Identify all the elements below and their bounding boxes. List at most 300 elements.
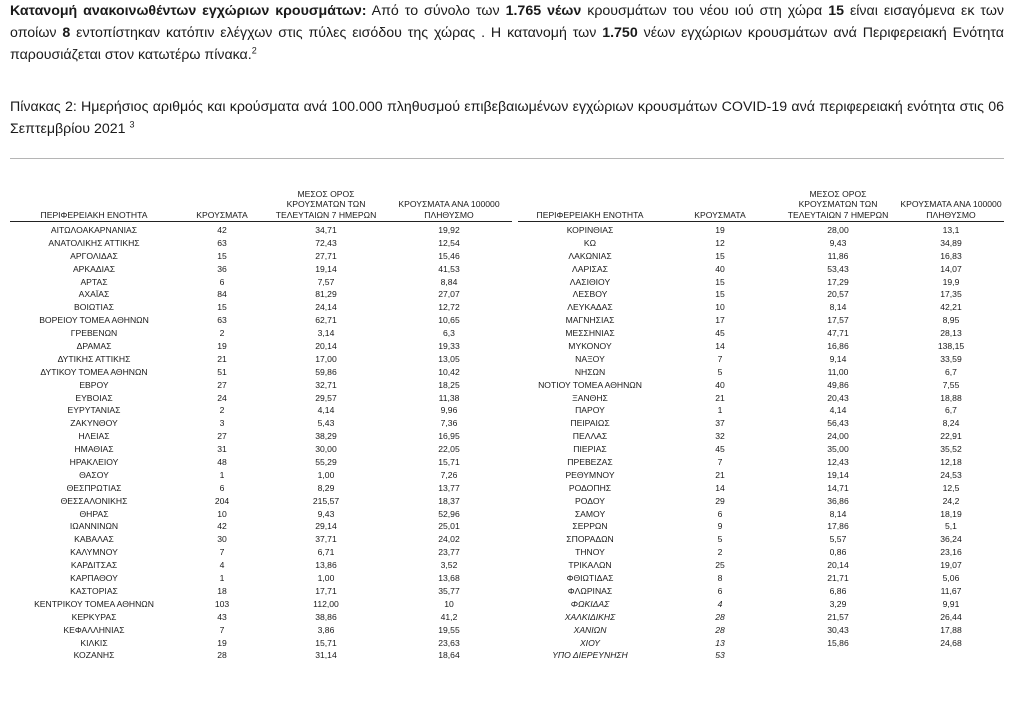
- avg-7d-cell: 6,71: [317, 547, 335, 558]
- per-100k-cell: 10,42: [438, 366, 460, 377]
- avg-7d-cell: 72,43: [315, 237, 337, 248]
- table-row: [10, 649, 1004, 662]
- cases-cell: 21: [217, 353, 227, 364]
- per-100k-cell: 8,95: [942, 315, 960, 326]
- avg-7d-cell: 3,86: [317, 624, 335, 635]
- per-100k-cell: 9,96: [440, 405, 458, 416]
- cases-cell: 1: [219, 573, 225, 584]
- cases-cell: 6: [717, 585, 723, 596]
- region-cell: ΝΟΤΙΟΥ ΤΟΜΕΑ ΑΘΗΝΩΝ: [538, 379, 642, 390]
- region-cell: ΧΑΝΙΩΝ: [573, 624, 607, 635]
- avg-7d-cell: 5,57: [829, 534, 847, 545]
- region-cell: ΧΑΛΚΙΔΙΚΗΣ: [564, 611, 616, 622]
- region-cell: ΚΕΡΚΥΡΑΣ: [71, 611, 117, 622]
- region-cell: ΘΑΣΟΥ: [79, 469, 109, 480]
- region-cell: ΔΥΤΙΚΗΣ ΑΤΤΙΚΗΣ: [57, 353, 131, 364]
- per-100k-cell: 23,63: [438, 637, 460, 648]
- avg-7d-cell: 35,00: [827, 444, 849, 455]
- per-100k-cell: 41,2: [440, 611, 458, 622]
- table-row: [10, 430, 1004, 443]
- per-100k-cell: 18,25: [438, 379, 460, 390]
- region-cell: ΡΟΔΟΥ: [575, 495, 605, 506]
- avg-7d-cell: 38,29: [315, 431, 337, 442]
- avg-7d-cell: 19,14: [827, 469, 849, 480]
- cases-cell: 45: [715, 444, 725, 455]
- region-cell: ΕΥΒΟΙΑΣ: [75, 392, 113, 403]
- avg-7d-cell: 8,14: [829, 302, 847, 313]
- divider: [10, 158, 1004, 159]
- per-100k-cell: 28,13: [940, 328, 962, 339]
- per-100k-cell: 24,02: [438, 534, 460, 545]
- avg-7d-cell: 8,29: [317, 482, 335, 493]
- cases-cell: 51: [217, 366, 227, 377]
- avg-7d-cell: 19,14: [315, 263, 337, 274]
- region-cell: ΣΕΡΡΩΝ: [572, 521, 608, 532]
- cases-cell: 1: [219, 469, 225, 480]
- cases-cell: 13: [715, 637, 725, 648]
- cases-cell: 103: [214, 598, 230, 609]
- per-100k-cell: 18,37: [438, 495, 460, 506]
- per-100k-cell: 8,84: [440, 276, 458, 287]
- intro-border-cases: 8: [62, 25, 71, 41]
- region-cell: ΔΥΤΙΚΟΥ ΤΟΜΕΑ ΑΘΗΝΩΝ: [40, 366, 148, 377]
- avg-7d-cell: 29,57: [315, 392, 337, 403]
- table-row: [10, 301, 1004, 314]
- cases-cell: 7: [219, 547, 225, 558]
- cases-cell: 30: [217, 534, 227, 545]
- per-100k-cell: 18,64: [438, 650, 460, 661]
- avg-7d-cell: 9,14: [829, 353, 847, 364]
- per-100k-cell: 18,19: [940, 508, 962, 519]
- table-row: [10, 443, 1004, 456]
- table-row: [10, 598, 1004, 611]
- cases-cell: 53: [715, 650, 725, 661]
- avg-7d-cell: 15,86: [827, 637, 849, 648]
- header-per-100k: ΚΡΟΥΣΜΑΤΑ ΑΝΑ 100000 ΠΛΗΘΥΣΜΟ: [900, 199, 1002, 220]
- region-cell: ΑΙΤΩΛΟΑΚΑΡΝΑΝΙΑΣ: [50, 225, 138, 235]
- region-cell: ΕΥΡΥΤΑΝΙΑΣ: [67, 405, 121, 416]
- cases-cell: 43: [217, 611, 227, 622]
- region-cell: ΚΟΖΑΝΗΣ: [73, 650, 115, 661]
- per-100k-cell: 22,91: [940, 431, 962, 442]
- avg-7d-cell: 12,43: [827, 457, 849, 468]
- per-100k-cell: 18,88: [940, 392, 962, 403]
- region-cell: ΠΑΡΟΥ: [575, 405, 605, 416]
- region-cell: ΣΠΟΡΑΔΩΝ: [566, 534, 614, 545]
- region-cell: ΚΙΛΚΙΣ: [80, 637, 108, 648]
- table-row: [10, 546, 1004, 559]
- table-row: [10, 637, 1004, 650]
- region-cell: ΒΟΡΕΙΟΥ ΤΟΜΕΑ ΑΘΗΝΩΝ: [39, 315, 149, 326]
- avg-7d-cell: 1,00: [317, 573, 335, 584]
- region-cell: ΜΥΚΟΝΟΥ: [568, 341, 612, 352]
- region-cell: ΕΒΡΟΥ: [79, 379, 109, 390]
- cases-cell: 5: [717, 534, 723, 545]
- cases-cell: 7: [219, 624, 225, 635]
- cases-cell: 5: [717, 366, 723, 377]
- avg-7d-cell: 11,00: [827, 366, 849, 377]
- per-100k-cell: 42,21: [940, 302, 962, 313]
- table-row: [10, 276, 1004, 289]
- avg-7d-cell: 0,86: [829, 547, 847, 558]
- cases-cell: 6: [717, 508, 723, 519]
- table-row: [10, 533, 1004, 546]
- per-100k-cell: 26,44: [940, 611, 962, 622]
- per-100k-cell: 19,9: [942, 276, 960, 287]
- avg-7d-cell: 47,71: [827, 328, 849, 339]
- cases-cell: 10: [217, 508, 227, 519]
- avg-7d-cell: 17,29: [827, 276, 849, 287]
- cases-cell: 28: [715, 611, 725, 622]
- region-cell: ΚΕΦΑΛΛΗΝΙΑΣ: [63, 624, 125, 635]
- cases-cell: 28: [715, 624, 725, 635]
- per-100k-cell: 8,24: [942, 418, 960, 429]
- table-row: [10, 495, 1004, 508]
- table-row: [10, 624, 1004, 637]
- cases-cell: 29: [715, 495, 725, 506]
- table-row: [10, 611, 1004, 624]
- per-100k-cell: 33,59: [940, 353, 962, 364]
- avg-7d-cell: 24,00: [827, 431, 849, 442]
- intro-imported-cases: 15: [828, 3, 844, 19]
- intro-domestic-cases: 1.750: [602, 25, 638, 41]
- avg-7d-cell: 1,00: [317, 469, 335, 480]
- per-100k-cell: 3,52: [440, 560, 458, 571]
- header-region: ΠΕΡΙΦΕΡΕΙΑΚΗ ΕΝΟΤΗΤΑ: [536, 209, 644, 220]
- per-100k-cell: 19,55: [438, 624, 460, 635]
- per-100k-cell: 10: [444, 598, 454, 609]
- cases-cell: 4: [219, 560, 225, 571]
- cases-cell: 204: [214, 495, 230, 506]
- avg-7d-cell: 56,43: [827, 418, 849, 429]
- region-cell: ΤΡΙΚΑΛΩΝ: [568, 560, 612, 571]
- region-cell: ΗΡΑΚΛΕΙΟΥ: [69, 457, 119, 468]
- per-100k-cell: 7,55: [942, 379, 960, 390]
- region-cell: ΡΟΔΟΠΗΣ: [568, 482, 612, 493]
- cases-cell: 17: [715, 315, 725, 326]
- cases-cell: 15: [715, 289, 725, 300]
- per-100k-cell: 13,77: [438, 482, 460, 493]
- avg-7d-cell: 14,71: [827, 482, 849, 493]
- avg-7d-cell: 17,57: [827, 315, 849, 326]
- table-row: [10, 520, 1004, 533]
- cases-cell: 45: [715, 328, 725, 339]
- cases-cell: 6: [219, 482, 225, 493]
- region-cell: ΛΑΚΩΝΙΑΣ: [568, 250, 612, 261]
- cases-cell: 4: [717, 598, 723, 609]
- per-100k-cell: 23,77: [438, 547, 460, 558]
- cases-cell: 28: [217, 650, 227, 661]
- region-cell: ΞΑΝΘΗΣ: [572, 392, 608, 403]
- cases-cell: 84: [217, 289, 227, 300]
- avg-7d-cell: 17,71: [315, 585, 337, 596]
- avg-7d-cell: 215,57: [312, 495, 340, 506]
- header-rule: [518, 221, 1004, 222]
- footnote-ref: 2: [251, 45, 257, 56]
- table-row: [10, 456, 1004, 469]
- per-100k-cell: 35,77: [438, 585, 460, 596]
- per-100k-cell: 27,07: [438, 289, 460, 300]
- cases-cell: 12: [715, 237, 725, 248]
- region-cell: ΦΘΙΩΤΙΔΑΣ: [566, 573, 614, 584]
- cases-cell: 42: [217, 225, 227, 235]
- table-row: [10, 572, 1004, 585]
- avg-7d-cell: 53,43: [827, 263, 849, 274]
- region-cell: ΛΑΣΙΘΙΟΥ: [569, 276, 611, 287]
- region-cell: ΣΑΜΟΥ: [574, 508, 606, 519]
- cases-cell: 9: [717, 521, 723, 532]
- per-100k-cell: 52,96: [438, 508, 460, 519]
- region-cell: ΚΑΒΑΛΑΣ: [74, 534, 114, 545]
- per-100k-cell: 19,33: [438, 341, 460, 352]
- per-100k-cell: 24,53: [940, 469, 962, 480]
- cases-cell: 3: [219, 418, 225, 429]
- avg-7d-cell: 15,71: [315, 637, 337, 648]
- region-cell: ΑΝΑΤΟΛΙΚΗΣ ΑΤΤΙΚΗΣ: [48, 237, 140, 248]
- cases-cell: 36: [217, 263, 227, 274]
- cases-cell: 21: [715, 469, 725, 480]
- table-row: [10, 314, 1004, 327]
- avg-7d-cell: 27,71: [315, 250, 337, 261]
- cases-cell: 40: [715, 379, 725, 390]
- per-100k-cell: 138,15: [937, 341, 965, 352]
- region-cell: ΝΗΣΩΝ: [574, 366, 606, 377]
- per-100k-cell: 24,68: [940, 637, 962, 648]
- per-100k-cell: 24,2: [942, 495, 960, 506]
- per-100k-cell: 11,67: [940, 585, 962, 596]
- per-100k-cell: 10,65: [438, 315, 460, 326]
- per-100k-cell: 12,18: [940, 457, 962, 468]
- cases-cell: 7: [717, 353, 723, 364]
- avg-7d-cell: 38,86: [315, 611, 337, 622]
- per-100k-cell: 6,7: [945, 366, 957, 377]
- region-cell: ΑΧΑΪΑΣ: [78, 289, 110, 300]
- per-100k-cell: 35,52: [940, 444, 962, 455]
- cases-cell: 37: [715, 418, 725, 429]
- intro-lead: Κατανομή ανακοινωθέντων εγχώριων κρουσμάτων:: [10, 3, 367, 19]
- region-cell: ΑΡΚΑΔΙΑΣ: [72, 263, 116, 274]
- per-100k-cell: 12,72: [438, 302, 460, 313]
- region-cell: ΧΙΟΥ: [579, 637, 601, 648]
- table-row: [10, 250, 1004, 263]
- caption-text: Πίνακας 2: Ημερήσιος αριθμός και κρούσματα ανά 100.000 πληθυσμού επιβεβαιωμένων εγχώριων κρουσμάτων COVID-19 ανά περιφερειακή ενότητα στις 06 Σεπτεμβρίου 2021: [10, 99, 1004, 137]
- avg-7d-cell: 11,86: [827, 250, 849, 261]
- region-cell: ΛΕΣΒΟΥ: [572, 289, 608, 300]
- per-100k-cell: 41,53: [438, 263, 460, 274]
- region-cell: ΗΛΕΙΑΣ: [78, 431, 110, 442]
- region-cell: ΝΑΞΟΥ: [575, 353, 605, 364]
- cases-cell: 42: [217, 521, 227, 532]
- avg-7d-cell: 4,14: [317, 405, 335, 416]
- cases-cell: 25: [715, 560, 725, 571]
- avg-7d-cell: 28,00: [827, 225, 849, 235]
- avg-7d-cell: 8,14: [829, 508, 847, 519]
- per-100k-cell: 7,36: [440, 418, 458, 429]
- header-avg-7d: ΜΕΣΟΣ ΟΡΟΣ ΚΡΟΥΣΜΑΤΩΝ ΤΩΝ ΤΕΛΕΥΤΑΙΩΝ 7 ΗΜΕΡΩΝ: [787, 188, 889, 220]
- per-100k-cell: 16,83: [940, 250, 962, 261]
- region-cell: ΘΗΡΑΣ: [79, 508, 109, 519]
- avg-7d-cell: 37,71: [315, 534, 337, 545]
- table-row: [10, 508, 1004, 521]
- region-cell: ΖΑΚΥΝΘΟΥ: [70, 418, 118, 429]
- intro-text: εντοπίστηκαν κατόπιν ελέγχων στις πύλες εισόδου της χώρας . Η κατανομή των: [70, 25, 603, 41]
- cases-cell: 63: [217, 315, 227, 326]
- avg-7d-cell: 29,14: [315, 521, 337, 532]
- cases-cell: 1: [717, 405, 723, 416]
- header-rule: [10, 221, 512, 222]
- intro-text: νέων εγχώριων κρουσμάτων ανά Περιφερειακή Ενότητα παρουσιάζεται στον κατωτέρω πίνακα.: [10, 25, 1004, 63]
- avg-7d-cell: 30,00: [315, 444, 337, 455]
- region-cell: ΠΡΕΒΕΖΑΣ: [567, 457, 613, 468]
- region-cell: ΚΑΣΤΟΡΙΑΣ: [70, 585, 118, 596]
- avg-7d-cell: 20,14: [315, 341, 337, 352]
- avg-7d-cell: 34,71: [315, 225, 337, 235]
- cases-cell: 21: [715, 392, 725, 403]
- region-cell: ΛΕΥΚΑΔΑΣ: [567, 302, 613, 313]
- cases-cell: 14: [715, 341, 725, 352]
- cases-cell: 2: [717, 547, 723, 558]
- table-row: [10, 224, 1004, 237]
- avg-7d-cell: 7,57: [317, 276, 335, 287]
- region-cell: ΦΩΚΙΔΑΣ: [570, 598, 610, 609]
- table-caption: [10, 96, 1004, 140]
- region-cell: ΠΕΙΡΑΙΩΣ: [570, 418, 610, 429]
- avg-7d-cell: 16,86: [827, 341, 849, 352]
- avg-7d-cell: 81,29: [315, 289, 337, 300]
- per-100k-cell: 22,05: [438, 444, 460, 455]
- avg-7d-cell: 24,14: [315, 302, 337, 313]
- region-cell: ΜΑΓΝΗΣΙΑΣ: [565, 315, 615, 326]
- table-row: [10, 288, 1004, 301]
- per-100k-cell: 12,5: [942, 482, 960, 493]
- region-cell: ΚΑΛΥΜΝΟΥ: [70, 547, 118, 558]
- region-cell: ΓΡΕΒΕΝΩΝ: [70, 328, 118, 339]
- per-100k-cell: 17,35: [940, 289, 962, 300]
- per-100k-cell: 14,07: [940, 263, 962, 274]
- header-avg-7d: ΜΕΣΟΣ ΟΡΟΣ ΚΡΟΥΣΜΑΤΩΝ ΤΩΝ ΤΕΛΕΥΤΑΙΩΝ 7 ΗΜΕΡΩΝ: [275, 188, 377, 220]
- cases-cell: 63: [217, 237, 227, 248]
- region-cell: ΦΛΩΡΙΝΑΣ: [567, 585, 613, 596]
- avg-7d-cell: 6,86: [829, 585, 847, 596]
- cases-cell: 48: [217, 457, 227, 468]
- avg-7d-cell: 9,43: [829, 237, 847, 248]
- header-cases: ΚΡΟΥΣΜΑΤΑ: [196, 209, 248, 220]
- cases-cell: 32: [715, 431, 725, 442]
- avg-7d-cell: 30,43: [827, 624, 849, 635]
- cases-cell: 15: [217, 302, 227, 313]
- cases-cell: 27: [217, 431, 227, 442]
- cases-cell: 2: [219, 405, 225, 416]
- region-cell: ΥΠΟ ΔΙΕΡΕΥΝΗΣΗ: [552, 650, 628, 661]
- per-100k-cell: 23,16: [940, 547, 962, 558]
- avg-7d-cell: 3,29: [829, 598, 847, 609]
- region-cell: ΑΡΓΟΛΙΔΑΣ: [70, 250, 118, 261]
- intro-text: κρουσμάτων του νέου ιού στη χώρα: [581, 3, 829, 19]
- table-row: [10, 392, 1004, 405]
- table-row: [10, 417, 1004, 430]
- table-row: [10, 379, 1004, 392]
- region-cell: ΒΟΙΩΤΙΑΣ: [74, 302, 114, 313]
- per-100k-cell: 5,06: [942, 573, 960, 584]
- cases-cell: 15: [715, 250, 725, 261]
- per-100k-cell: 15,71: [438, 457, 460, 468]
- avg-7d-cell: 112,00: [313, 598, 339, 609]
- region-cell: ΘΕΣΣΑΛΟΝΙΚΗΣ: [60, 495, 128, 506]
- region-cell: ΑΡΤΑΣ: [80, 276, 108, 287]
- region-cell: ΙΩΑΝΝΙΝΩΝ: [69, 521, 119, 532]
- per-100k-cell: 6,7: [945, 405, 957, 416]
- region-cell: ΚΑΡΠΑΘΟΥ: [70, 573, 118, 584]
- per-100k-cell: 5,1: [945, 521, 957, 532]
- cases-cell: 8: [717, 573, 723, 584]
- cases-cell: 19: [217, 637, 227, 648]
- table-row: [10, 366, 1004, 379]
- per-100k-cell: 11,38: [438, 392, 460, 403]
- avg-7d-cell: 55,29: [315, 457, 337, 468]
- table-body: [10, 224, 1004, 662]
- avg-7d-cell: 20,14: [827, 560, 849, 571]
- per-100k-cell: 36,24: [940, 534, 962, 545]
- avg-7d-cell: 17,86: [827, 521, 849, 532]
- table-row: [10, 482, 1004, 495]
- header-per-100k: ΚΡΟΥΣΜΑΤΑ ΑΝΑ 100000 ΠΛΗΘΥΣΜΟ: [398, 199, 500, 220]
- header-region: ΠΕΡΙΦΕΡΕΙΑΚΗ ΕΝΟΤΗΤΑ: [40, 209, 148, 220]
- avg-7d-cell: 5,43: [317, 418, 335, 429]
- cases-cell: 7: [717, 457, 723, 468]
- table-row: [10, 237, 1004, 250]
- per-100k-cell: 13,05: [438, 353, 460, 364]
- avg-7d-cell: 36,86: [827, 495, 849, 506]
- per-100k-cell: 13,1: [942, 225, 960, 235]
- per-100k-cell: 7,26: [440, 469, 458, 480]
- table-header: [10, 178, 1004, 220]
- region-cell: ΜΕΣΣΗΝΙΑΣ: [565, 328, 615, 339]
- cases-cell: 19: [217, 341, 227, 352]
- avg-7d-cell: 32,71: [315, 379, 337, 390]
- per-100k-cell: 19,92: [438, 225, 460, 235]
- region-cell: ΘΕΣΠΡΩΤΙΑΣ: [66, 482, 122, 493]
- cases-cell: 31: [217, 444, 227, 455]
- table-row: [10, 469, 1004, 482]
- cases-cell: 15: [715, 276, 725, 287]
- cases-cell: 14: [715, 482, 725, 493]
- cases-cell: 19: [715, 225, 725, 235]
- table-row: [10, 327, 1004, 340]
- per-100k-cell: 19,07: [940, 560, 962, 571]
- region-cell: ΠΕΛΛΑΣ: [572, 431, 608, 442]
- avg-7d-cell: 21,57: [827, 611, 849, 622]
- avg-7d-cell: 20,43: [827, 392, 849, 403]
- header-cases: ΚΡΟΥΣΜΑΤΑ: [694, 209, 746, 220]
- cases-cell: 40: [715, 263, 725, 274]
- intro-text: Από το σύνολο των: [366, 3, 506, 19]
- table-row: [10, 353, 1004, 366]
- region-cell: ΠΙΕΡΙΑΣ: [573, 444, 607, 455]
- region-cell: ΡΕΘΥΜΝΟΥ: [565, 469, 615, 480]
- avg-7d-cell: 4,14: [829, 405, 847, 416]
- cases-cell: 6: [219, 276, 225, 287]
- region-cell: ΛΑΡΙΣΑΣ: [572, 263, 608, 274]
- avg-7d-cell: 20,57: [827, 289, 849, 300]
- cases-cell: 15: [217, 250, 227, 261]
- table-row: [10, 263, 1004, 276]
- per-100k-cell: 9,91: [942, 598, 960, 609]
- cases-cell: 24: [217, 392, 227, 403]
- cases-cell: 18: [217, 585, 227, 596]
- avg-7d-cell: 49,86: [827, 379, 849, 390]
- table-row: [10, 585, 1004, 598]
- region-cell: ΤΗΝΟΥ: [575, 547, 605, 558]
